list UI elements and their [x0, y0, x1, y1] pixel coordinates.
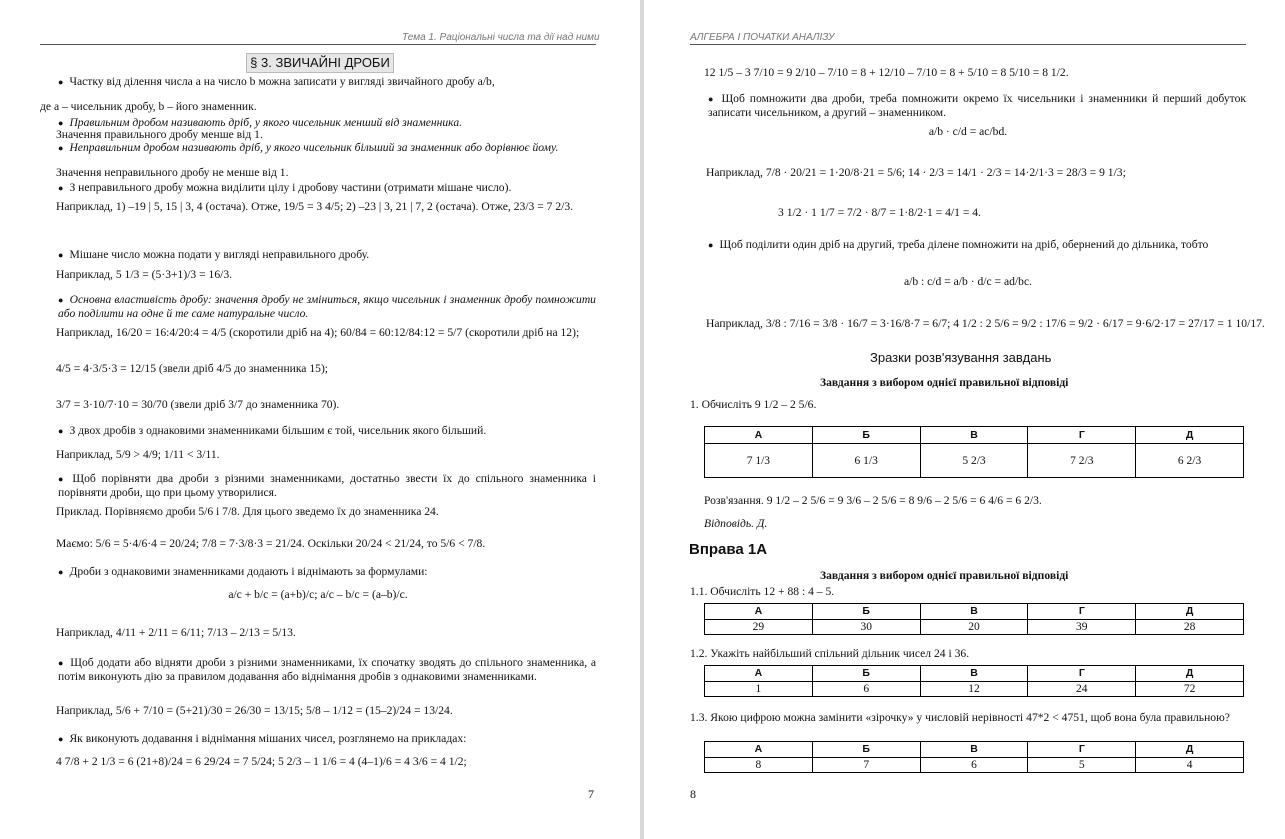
left-line: ● Основна властивість дробу: значення дробу не зміниться, якщо чисельник і знаменник дробу помножити або поділити на одне й те саме натуральне число.	[58, 293, 596, 320]
samples-title: Зразки розв'язування завдань	[870, 350, 1052, 365]
option-value: 7 1/3	[705, 444, 813, 478]
left-line: 3/7 = 3·10/7·10 = 30/70 (звели дріб 3/7 до знаменника 70).	[56, 398, 340, 411]
task-heading: Завдання з вибором однієї правильної відповіді	[820, 376, 1069, 389]
solution: Розв'язання. 9 1/2 – 2 5/6 = 9 3/6 – 2 5/6 = 8 9/6 – 2 5/6 = 6 4/6 = 6 2/3.	[704, 494, 1042, 507]
left-line: ● Частку від ділення числа a на число b можна записати у вигляді звичайного дробу a/b,	[58, 75, 495, 88]
left-header-rule	[40, 44, 596, 45]
exercise-title: Вправа 1А	[689, 541, 768, 558]
left-line: Наприклад, 5/9 > 4/9; 1/11 < 3/11.	[56, 448, 220, 461]
left-line: ● Щоб порівняти два дроби з різними знаменниками, достатньо звести їх до спільного знаменника і порівняти дроби, що при цьому утворилися.	[58, 472, 597, 499]
left-line: ● З двох дробів з однаковими знаменниками більшим є той, чисельник якого більший.	[58, 424, 487, 437]
option-letter: А	[705, 604, 813, 620]
option-value: 24	[1028, 681, 1136, 697]
option-value: 1	[705, 681, 813, 697]
answer-table-problem1	[704, 426, 1244, 478]
option-letter: В	[920, 742, 1028, 758]
answer-table-1-3	[704, 741, 1244, 773]
question-1-2: 1.2. Укажіть найбільший спільний дільник чисел 24 і 36.	[690, 647, 970, 660]
option-value: 39	[1028, 619, 1136, 635]
problem-1: 1. Обчисліть 9 1/2 – 2 5/6.	[690, 398, 817, 411]
left-line: Маємо: 5/6 = 5·4/6·4 = 20/24; 7/8 = 7·3/8·3 = 21/24. Оскільки 20/24 < 21/24, то 5/6 < 7/8.	[56, 537, 486, 550]
left-line: Наприклад, 1) –19 | 5, 15 | 3, 4 (остача). Отже, 19/5 = 3 4/5; 2) –23 | 3, 21 | 7, 2 (остача). Отже, 23/3 = 7 2/3.	[56, 200, 574, 213]
option-letter: А	[705, 427, 813, 444]
option-letter: Д	[1136, 742, 1244, 758]
option-value: 6 1/3	[812, 444, 920, 478]
exercise-heading: Завдання з вибором однієї правильної відповіді	[820, 569, 1069, 582]
question-1-1: 1.1. Обчисліть 12 + 88 : 4 – 5.	[690, 585, 835, 598]
bullet-icon: ●	[58, 77, 64, 87]
option-letter: Б	[812, 427, 920, 444]
option-letter: Г	[1028, 666, 1136, 682]
left-page	[0, 0, 640, 839]
option-value: 6	[812, 681, 920, 697]
right-running-header: АЛГЕБРА І ПОЧАТКИ АНАЛІЗУ	[690, 32, 835, 43]
option-value: 8	[705, 757, 813, 773]
right-formula: a/b · c/d = ac/bd.	[928, 125, 1008, 138]
option-letter: Д	[1136, 604, 1244, 620]
option-value: 5	[1028, 757, 1136, 773]
option-value: 30	[812, 619, 920, 635]
answer-table-1-1	[704, 603, 1244, 635]
option-letter: Б	[812, 742, 920, 758]
right-line: Наприклад, 3/8 : 7/16 = 3/8 · 16/7 = 3·16/8·7 = 6/7; 4 1/2 : 2 5/6 = 9/2 : 17/6 = 9/2 · 6/17 = 9·6/2·17 = 27/17 = 1 10/17.	[706, 317, 1265, 330]
left-line: ● Неправильним дробом називають дріб, у якого чисельник більший за знаменник або дорівнює йому.	[58, 141, 559, 154]
question-1-3: 1.3. Якою цифрою можна замінити «зірочку» у числовій нерівності 47*2 < 4751, щоб вона була правильною?	[690, 711, 1230, 724]
option-value: 12	[920, 681, 1028, 697]
right-line: ● Щоб поділити один дріб на другий, треба ділене помножити на дріб, обернений до дільника, тобто	[708, 238, 1209, 251]
left-line: Приклад. Порівняємо дроби 5/6 і 7/8. Для цього зведемо їх до знаменника 24.	[56, 505, 439, 518]
left-line: де a – чисельник дробу, b – його знаменник.	[40, 100, 257, 113]
left-line: 4/5 = 4·3/5·3 = 12/15 (звели дріб 4/5 до знаменника 15);	[56, 362, 329, 375]
option-letter: А	[705, 666, 813, 682]
option-letter: Б	[812, 604, 920, 620]
option-letter: Г	[1028, 604, 1136, 620]
option-letter: В	[920, 666, 1028, 682]
left-line: Значення неправильного дробу не менше від 1.	[56, 166, 289, 179]
right-page	[644, 0, 1285, 839]
right-line: 3 1/2 · 1 1/7 = 7/2 · 8/7 = 1·8/2·1 = 4/1 = 4.	[778, 206, 981, 219]
answer-table-1-2	[704, 665, 1244, 697]
answer: Відповідь. Д.	[704, 517, 768, 530]
option-letter: Д	[1136, 427, 1244, 444]
right-formula: a/b : c/d = a/b · d/c = ad/bc.	[903, 275, 1032, 288]
page-number: 8	[690, 787, 696, 801]
left-line: 4 7/8 + 2 1/3 = 6 (21+8)/24 = 6 29/24 = 7 5/24; 5 2/3 – 1 1/6 = 4 (4–1)/6 = 4 3/6 = 4 1/2;	[56, 755, 467, 768]
left-line: Наприклад, 5/6 + 7/10 = (5+21)/30 = 26/30 = 13/15; 5/8 – 1/12 = (15–2)/24 = 13/24.	[56, 704, 453, 717]
option-value: 5 2/3	[920, 444, 1028, 478]
left-line: ● Щоб додати або відняти дроби з різними знаменниками, їх спочатку зводять до спільного знаменника, а потім виконують дію за правилом додавання або віднімання дробів з однаковими знаменниками.	[58, 656, 597, 683]
right-line: ● Щоб помножити два дроби, треба помножити окремо їх чисельники і знаменники й перший добуток записати чисельником, а другий – знаменником.	[708, 92, 1246, 119]
option-letter: В	[920, 604, 1028, 620]
option-value: 29	[705, 619, 813, 635]
right-line: Наприклад, 7/8 · 20/21 = 1·20/8·21 = 5/6; 14 · 2/3 = 14/1 · 2/3 = 14·2/1·3 = 28/3 = 9 1/3;	[706, 166, 1126, 179]
option-value: 7 2/3	[1028, 444, 1136, 478]
left-line: ● З неправильного дробу можна виділити цілу і дробову частини (отримати мішане число).	[58, 181, 512, 194]
left-formula: a/c + b/c = (a+b)/c; a/c – b/c = (a–b)/c.	[228, 588, 408, 601]
option-value: 28	[1136, 619, 1244, 635]
left-line: ● Як виконують додавання і віднімання мішаних чисел, розглянемо на прикладах:	[58, 732, 467, 745]
page-number: 7	[588, 787, 594, 801]
left-line: ● Правильним дробом називають дріб, у якого чисельник менший від знаменника.	[58, 116, 463, 129]
option-value: 72	[1136, 681, 1244, 697]
option-value: 4	[1136, 757, 1244, 773]
left-line: Значення правильного дробу менше від 1.	[56, 128, 263, 141]
option-value: 20	[920, 619, 1028, 635]
left-line: ● Мішане число можна подати у вигляді неправильного дробу.	[58, 248, 370, 261]
left-line: Наприклад, 5 1/3 = (5·3+1)/3 = 16/3.	[56, 268, 233, 281]
left-line: Наприклад, 4/11 + 2/11 = 6/11; 7/13 – 2/13 = 5/13.	[56, 626, 296, 639]
left-running-header: Тема 1. Раціональні числа та дії над ними	[402, 32, 600, 43]
option-value: 7	[812, 757, 920, 773]
option-value: 6	[920, 757, 1028, 773]
option-value: 6 2/3	[1136, 444, 1244, 478]
option-letter: В	[920, 427, 1028, 444]
option-letter: Б	[812, 666, 920, 682]
section-title: § 3. ЗВИЧАЙНІ ДРОБИ	[246, 53, 394, 73]
option-letter: А	[705, 742, 813, 758]
left-line: Наприклад, 16/20 = 16:4/20:4 = 4/5 (скоротили дріб на 4); 60/84 = 60:12/84:12 = 5/7 (скоротили дріб на 12);	[56, 326, 580, 339]
option-letter: Д	[1136, 666, 1244, 682]
option-letter: Г	[1028, 427, 1136, 444]
left-line: ● Дроби з однаковими знаменниками додають і віднімають за формулами:	[58, 565, 428, 578]
option-letter: Г	[1028, 742, 1136, 758]
right-header-rule	[690, 44, 1246, 45]
right-line: 12 1/5 – 3 7/10 = 9 2/10 – 7/10 = 8 + 12/10 – 7/10 = 8 + 5/10 = 8 5/10 = 8 1/2.	[704, 66, 1069, 79]
